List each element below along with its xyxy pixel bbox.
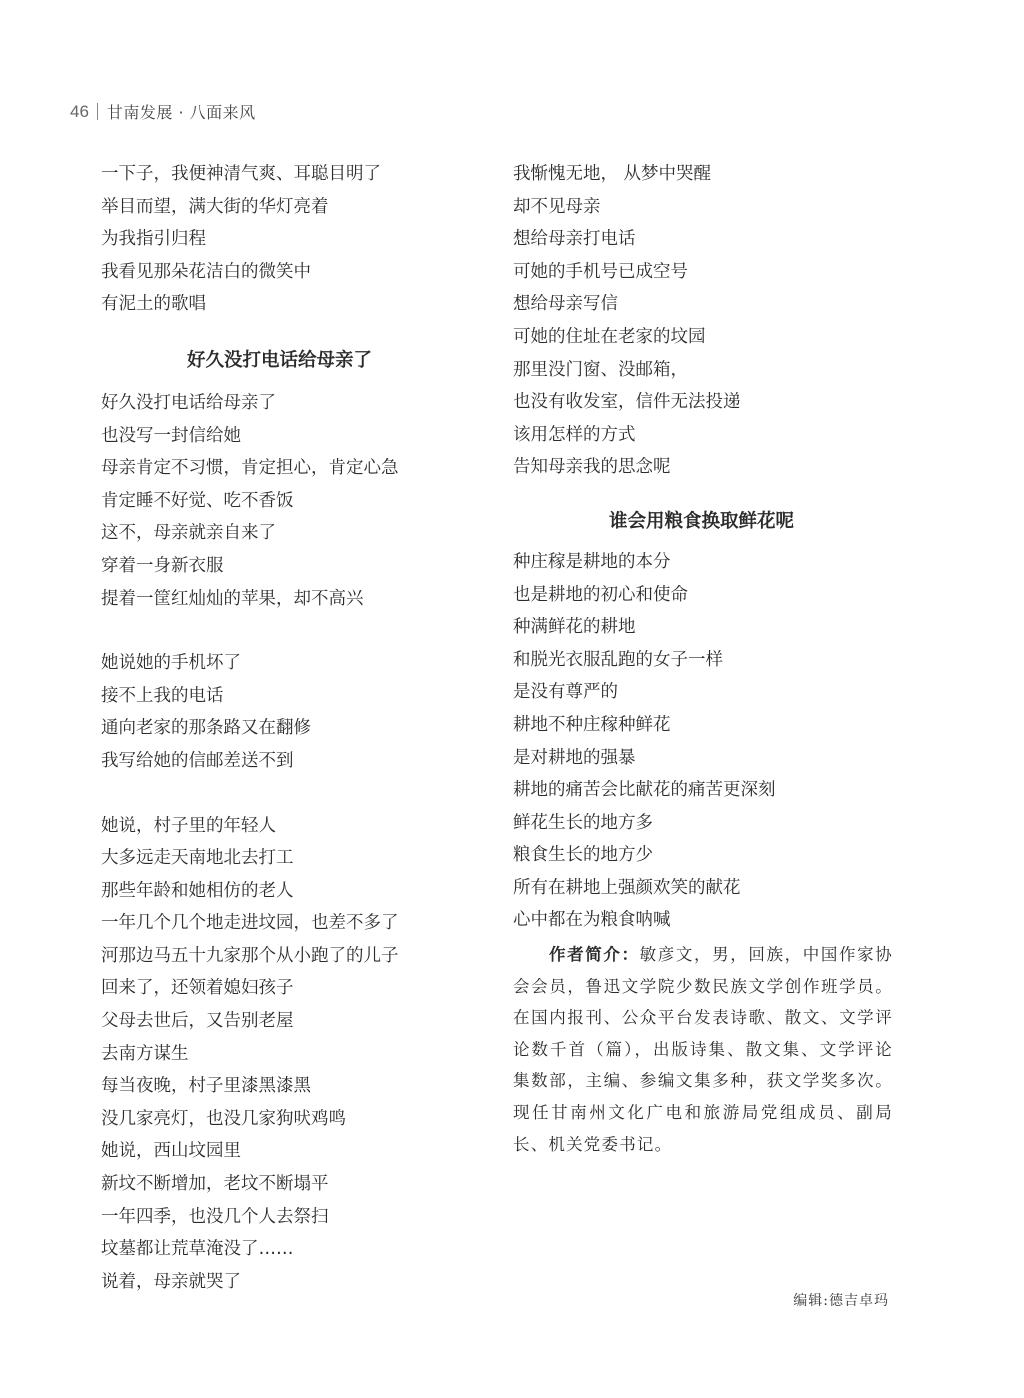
stanza <box>101 647 481 777</box>
poem-line: 种庄稼是耕地的本分 <box>513 551 671 572</box>
poem-line: 大多远走天南地北去打工 <box>101 848 294 869</box>
poem-line: 也没写一封信给她 <box>101 425 241 446</box>
poem-line: 我看见那朵花洁白的微笑中 <box>101 261 311 282</box>
stanza <box>513 158 893 484</box>
poem-line: 每当夜晚，村子里漆黑漆黑 <box>101 1076 311 1097</box>
header-divider <box>97 103 98 120</box>
poem-line: 那里没门窗、没邮箱， <box>513 359 688 380</box>
poem-title: 好久没打电话给母亲了 <box>187 349 373 371</box>
poem-line: 耕地不种庄稼种鲜花 <box>513 714 671 735</box>
poem-line: 她说她的手机坏了 <box>101 653 241 674</box>
poem-line: 也没有收发室，信件无法投递 <box>513 392 741 413</box>
poem-line: 为我指引归程 <box>101 229 206 250</box>
poem-line: 所有在耕地上强颜欢笑的献花 <box>513 877 741 898</box>
poem-line: 耕地的痛苦会比献花的痛苦更深刻 <box>513 780 776 801</box>
author-bio-text: 敏彦文，男，回族，中国作家协会会员，鲁迅文学院少数民族文学创作班学员。在国内报刊、公众平台发表诗歌、散文、文学评论数千首（篇），出版诗集、散文集、文学评论集数部，主编、参编文集多种，获文学奖多次。现任甘南州文化广电和旅游局党组成员、副局长、机关党委书记。 <box>513 945 893 1154</box>
page-number: 46 <box>70 101 89 121</box>
author-bio <box>513 939 893 1160</box>
poem-line: 可她的手机号已成空号 <box>513 261 688 282</box>
section-title: 甘南发展 · 八面来风 <box>106 103 256 122</box>
poem-line: 可她的住址在老家的坟园 <box>513 326 706 347</box>
poem-line: 是对耕地的强暴 <box>513 747 636 768</box>
stanza <box>101 810 481 1299</box>
poem-line: 也是耕地的初心和使命 <box>513 584 688 605</box>
poem-line: 去南方谋生 <box>101 1043 189 1064</box>
poem-line: 没几家亮灯，也没几家狗吠鸡鸣 <box>101 1108 346 1129</box>
stanza <box>101 387 481 615</box>
stanza-gap <box>101 615 481 647</box>
editor-credit: 编辑:德吉卓玛 <box>793 1293 889 1309</box>
poem-line: 这不，母亲就亲自来了 <box>101 523 276 544</box>
poem-line: 好久没打电话给母亲了 <box>101 392 276 413</box>
poem-line: 告知母亲我的思念呢 <box>513 457 671 478</box>
poem-line: 粮食生长的地方少 <box>513 845 653 866</box>
poem-line: 她说，西山坟园里 <box>101 1141 241 1162</box>
page-header <box>70 100 256 123</box>
poem-line: 我惭愧无地， 从梦中哭醒 <box>513 164 712 184</box>
right-column <box>513 158 893 1160</box>
stanza <box>513 546 893 937</box>
poem-line: 是没有尊严的 <box>513 682 618 703</box>
poem-line: 想给母亲写信 <box>513 294 618 315</box>
poem-line: 穿着一身新衣服 <box>101 555 224 576</box>
poem-line: 新坟不断增加，老坟不断塌平 <box>101 1174 329 1195</box>
intro-lines <box>101 158 481 321</box>
poem-line: 种满鲜花的耕地 <box>513 617 636 638</box>
poem-line: 一年几个几个地走进坟园，也差不多了 <box>101 913 399 934</box>
poem-line: 举目而望，满大街的华灯亮着 <box>101 196 329 217</box>
poem-line: 接不上我的电话 <box>101 685 224 706</box>
poem-line: 有泥土的歌唱 <box>101 294 206 315</box>
poem-line: 鲜花生长的地方多 <box>513 812 653 833</box>
poem-line: 通向老家的那条路又在翻修 <box>101 718 311 739</box>
poem-line: 我写给她的信邮差送不到 <box>101 750 294 771</box>
poem-line: 坟墓都让荒草淹没了…… <box>101 1239 294 1260</box>
poem-line: 却不见母亲 <box>513 196 601 217</box>
poem-line: 和脱光衣服乱跑的女子一样 <box>513 649 723 670</box>
stanza-gap <box>101 778 481 810</box>
poem-title: 谁会用粮食换取鲜花呢 <box>609 510 795 532</box>
poem-line: 说着，母亲就哭了 <box>101 1271 241 1292</box>
left-column <box>101 158 481 1298</box>
poem-line: 一年四季，也没几个人去祭扫 <box>101 1206 329 1227</box>
poem-line: 肯定睡不好觉、吃不香饭 <box>101 490 294 511</box>
poem-line: 那些年龄和她相仿的老人 <box>101 880 294 901</box>
poem-line: 该用怎样的方式 <box>513 424 636 445</box>
poem-line: 一下子，我便神清气爽、耳聪目明了 <box>101 164 381 184</box>
poem-line: 想给母亲打电话 <box>513 229 636 250</box>
poem-line: 提着一筐红灿灿的苹果，却不高兴 <box>101 588 364 609</box>
poem-line: 母亲肯定不习惯，肯定担心，肯定心急 <box>101 458 399 479</box>
poem-line: 心中都在为粮食呐喊 <box>513 910 671 931</box>
poem-line: 她说，村子里的年轻人 <box>101 815 276 836</box>
author-bio-label: 作者简介： <box>549 945 640 965</box>
poem-line: 河那边马五十九家那个从小跑了的儿子 <box>101 945 399 966</box>
poem-line: 回来了，还领着媳妇孩子 <box>101 978 294 999</box>
poem-line: 父母去世后，又告别老屋 <box>101 1011 294 1032</box>
